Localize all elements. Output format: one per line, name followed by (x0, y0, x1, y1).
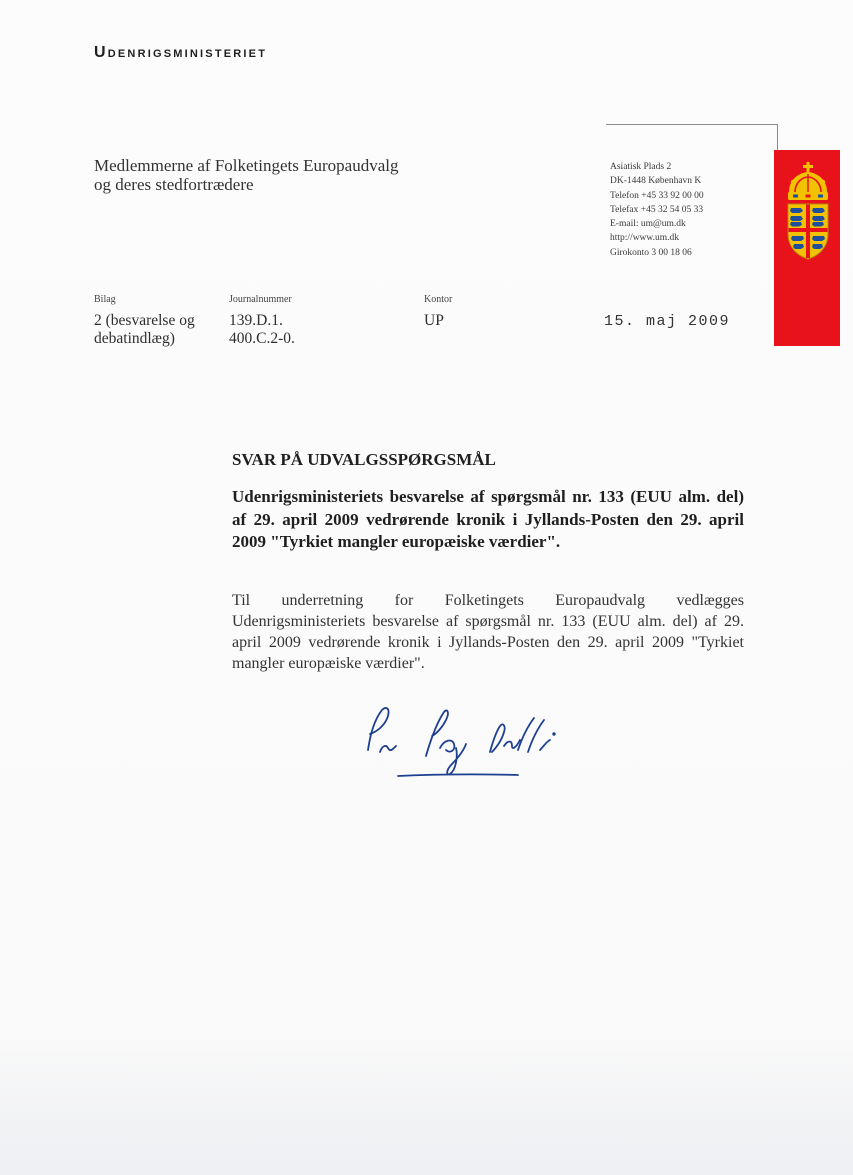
address-rule-top (606, 124, 778, 125)
address-rule-side (777, 124, 778, 150)
handwritten-signature (340, 690, 580, 790)
journal-label: Journalnummer (229, 294, 292, 305)
recipient-line-1: Medlemmerne af Folketingets Europaudvalg (94, 156, 399, 175)
journal-value-line-2: 400.C.2-0. (229, 330, 295, 347)
journal-value-line-1: 139.D.1. (229, 312, 283, 329)
kontor-label: Kontor (424, 294, 453, 305)
address-email: E-mail: um@um.dk (610, 219, 686, 230)
ministry-letterhead: Udenrigsministeriet (94, 44, 268, 61)
ministry-address-block (610, 160, 704, 260)
bilag-value (94, 312, 195, 348)
address-fax: Telefax +45 32 54 05 33 (610, 204, 704, 215)
bilag-value-line-1: 2 (besvarelse og (94, 312, 195, 329)
address-street: Asiatisk Plads 2 (610, 162, 672, 172)
letter-body: Til underretning for Folketingets Europaudvalg vedlægges Udenrigsministeriets besvarelse af spørgsmål nr. 133 (EUU alm. del) af 29. april 2009 vedrørende kronik i Jyllands-Posten den 29. april 2009 "Tyrkiet mangler europæiske værdier". (232, 592, 744, 672)
recipient-line-2: og deres stedfortrædere (94, 175, 254, 194)
bilag-label: Bilag (94, 294, 116, 305)
bilag-value-line-2: debatindlæg) (94, 330, 175, 347)
address-city: DK-1448 København K (610, 176, 702, 187)
coat-of-arms-icon (784, 160, 832, 260)
recipient-block (94, 156, 494, 194)
journal-value (229, 312, 295, 348)
address-phone: Telefon +45 33 92 00 00 (610, 190, 704, 201)
address-web: http://www.um.dk (610, 233, 680, 244)
address-giro: Girokonto 3 00 18 06 (610, 247, 692, 258)
letter-subject: Udenrigsministeriets besvarelse af spørgsmål nr. 133 (EUU alm. del) af 29. april 2009 vedrørende kronik i Jyllands-Posten den 29. april 2009 "Tyrkiet mangler europæiske værdier". (232, 487, 744, 551)
kontor-value: UP (424, 312, 444, 329)
letter-heading: SVAR PÅ UDVALGSSPØRGSMÅL (232, 450, 496, 469)
letter-date: 15. maj 2009 (604, 313, 731, 330)
